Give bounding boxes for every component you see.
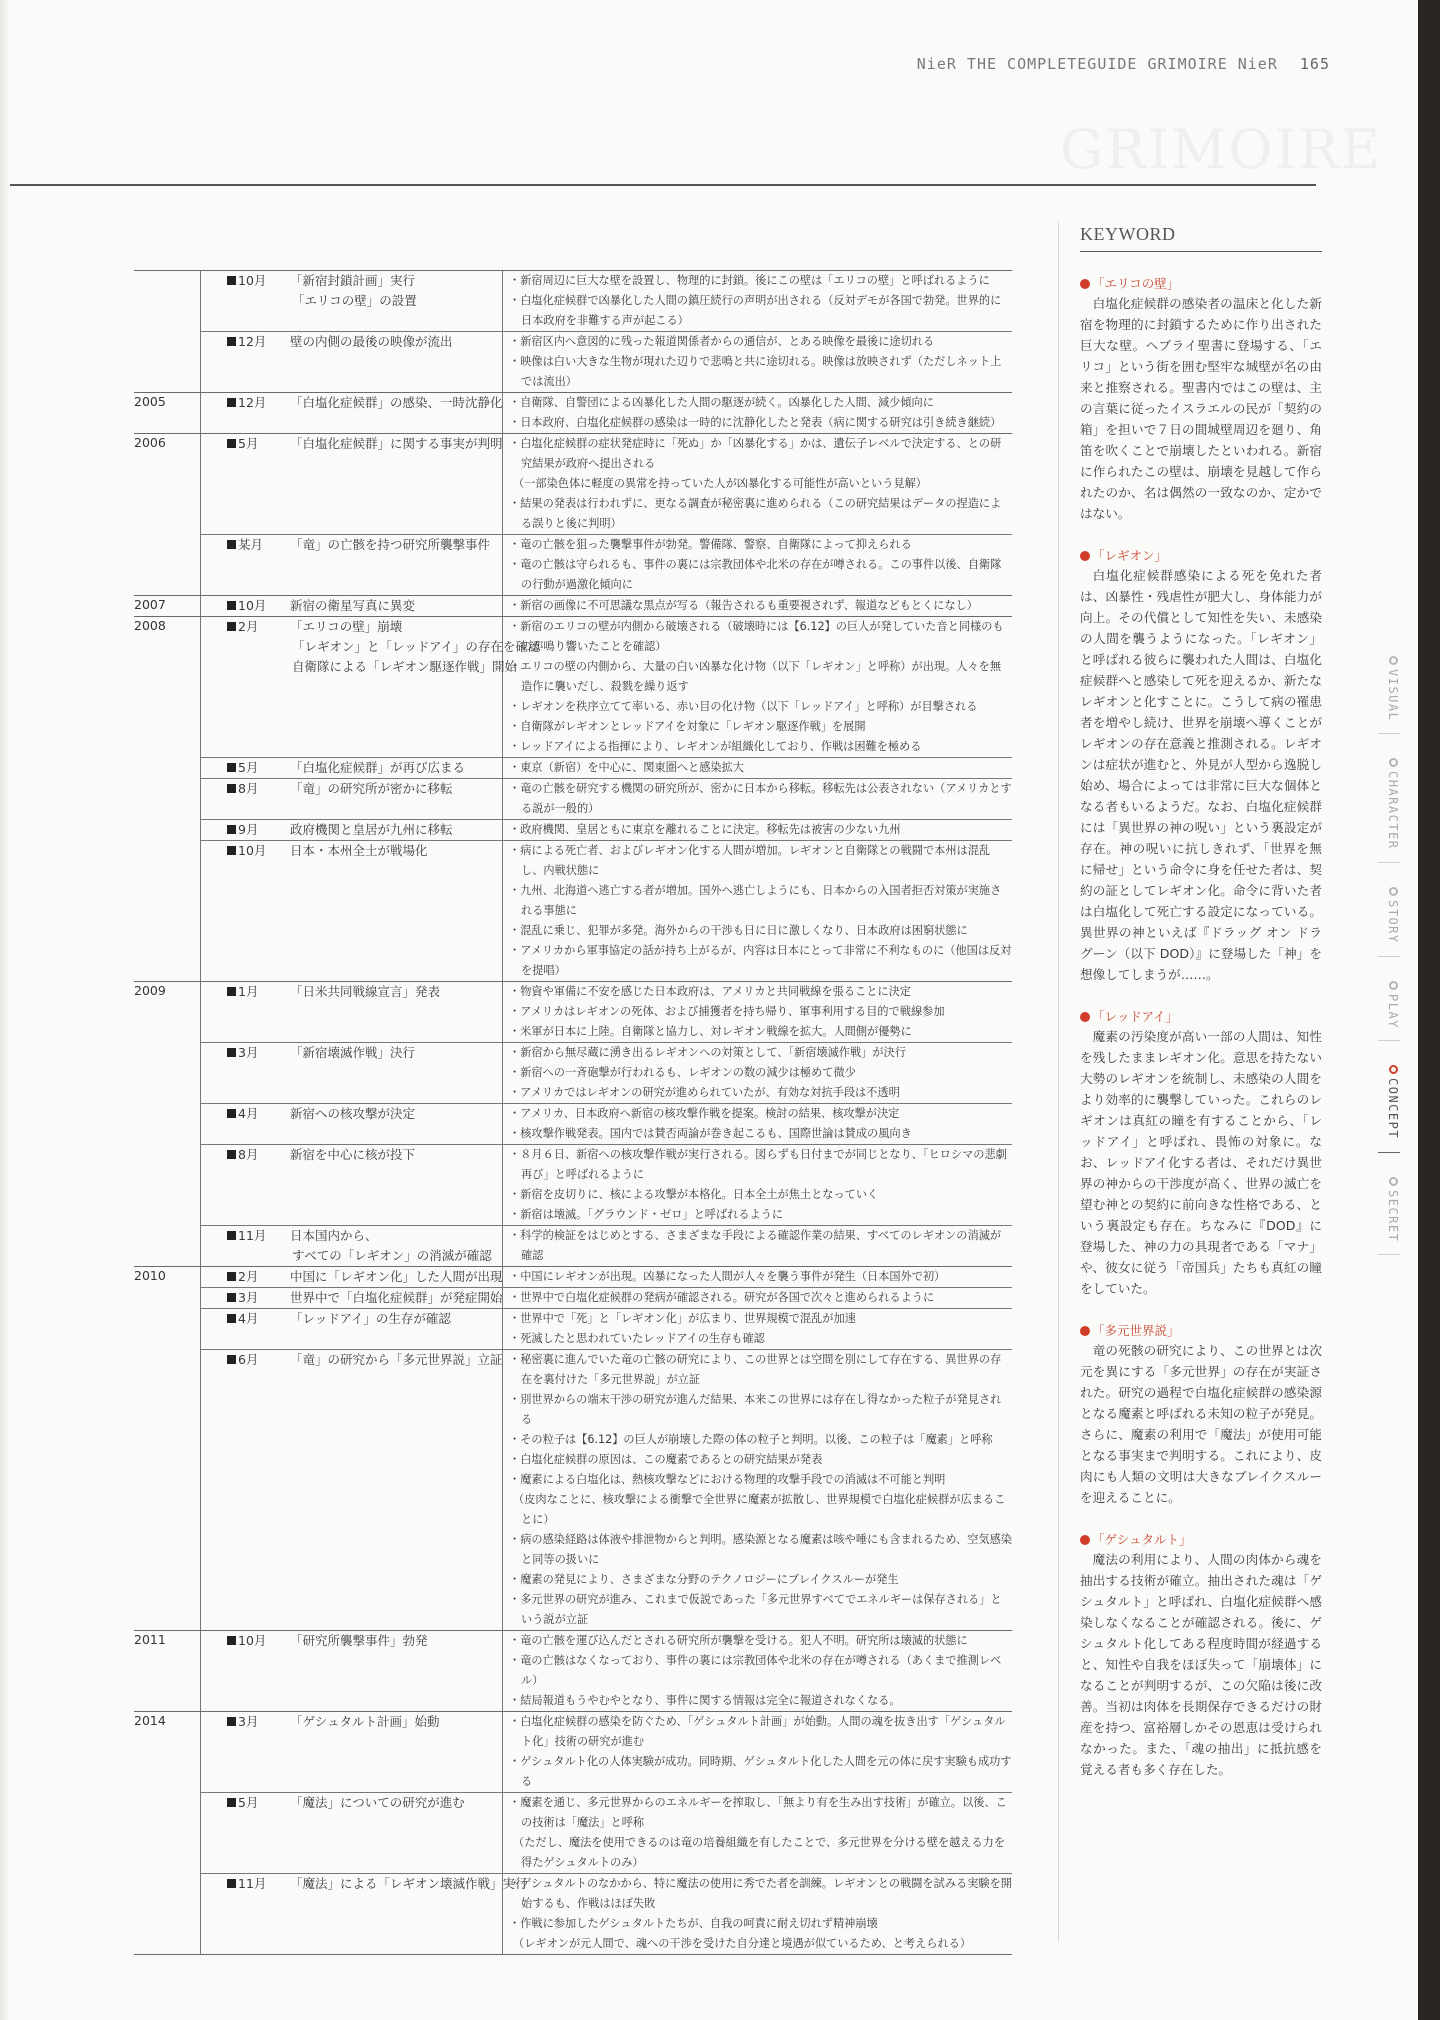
event-details xyxy=(503,982,1012,1042)
keyword-term: 「エリコの壁」 xyxy=(1092,276,1180,291)
event-title xyxy=(201,1350,503,1630)
event-title-line: 「エリコの壁」崩壊 xyxy=(290,619,403,634)
event-detail-item: ・ゲシュタルトのなかから、特に魔法の使用に秀でた者を訓練。レギオンとの戦闘を試みる実験を開始するも、作戦はほぼ失敗 xyxy=(509,1877,1012,1910)
timeline-event-row xyxy=(201,1349,1012,1630)
square-bullet-icon xyxy=(227,825,236,834)
event-detail-item: ・魔素による白塩化は、熱核攻撃などにおける物理的攻撃手段での消滅は不可能と判明 xyxy=(509,1473,946,1486)
keyword-term: 「レギオン」 xyxy=(1092,548,1168,563)
red-dot-bullet-icon xyxy=(1080,551,1090,561)
event-title-line: 「魔法」についての研究が進む xyxy=(290,1795,465,1810)
event-month: 11月 xyxy=(238,1228,267,1243)
event-title-line: 壁の内側の最後の映像が流出 xyxy=(290,334,453,349)
timeline-year-block xyxy=(134,392,1012,433)
year-label: 2010 xyxy=(134,1267,201,1630)
event-month: 4月 xyxy=(238,1106,259,1121)
event-details xyxy=(503,1793,1012,1873)
keyword-heading xyxy=(1080,546,1322,565)
event-detail-item: ・アメリカから軍事協定の話が持ち上がるが、内容は日本にとって非常に不利なものに（他国は反対を提唱） xyxy=(509,944,1012,977)
timeline-table xyxy=(134,270,1012,1955)
event-month: 5月 xyxy=(238,436,259,451)
event-title xyxy=(201,1288,503,1308)
event-detail-item: ・死滅したと思われていたレッドアイの生存も確認 xyxy=(509,1332,765,1345)
running-header xyxy=(880,55,1330,73)
index-tab-play[interactable] xyxy=(1378,975,1400,1042)
event-title-line: 新宿の衛星写真に異変 xyxy=(290,598,416,613)
event-detail-item: ・新宿のエリコの壁が内側から破壊される（破壊時には【6.12】の巨人が発していた音と同様のものが鳴り響いたことを確認） xyxy=(509,620,1004,653)
event-details xyxy=(503,779,1012,819)
event-month: 11月 xyxy=(238,1876,267,1891)
keyword-entry xyxy=(1080,1321,1322,1508)
event-details xyxy=(503,1043,1012,1103)
event-detail-item: ・竜の亡骸を運び込んだとされる研究所が襲撃を受ける。犯人不明。研究所は壊滅的状態に xyxy=(509,1634,968,1647)
timeline-event-row xyxy=(201,271,1012,331)
timeline-event-row xyxy=(201,596,1012,616)
event-detail-item: ・白塩化症候群の感染を防ぐため、「ゲシュタルト計画」が始動。人間の魂を抜き出す「ゲシュタルト化」技術の研究が進む xyxy=(509,1715,1006,1748)
event-title-line: 「竜」の研究所が密かに移転 xyxy=(290,781,453,796)
event-title xyxy=(201,332,503,392)
event-detail-item: ・映像は白い大きな生物が現れた辺りで悲鳴と共に途切れる。映像は放映されず（ただしネット上では流出） xyxy=(509,355,1002,388)
square-bullet-icon xyxy=(227,1879,236,1888)
event-month: 8月 xyxy=(238,1147,259,1162)
event-details xyxy=(503,596,1012,616)
event-details xyxy=(503,271,1012,331)
square-bullet-icon xyxy=(227,622,236,631)
timeline-event-row xyxy=(201,982,1012,1042)
event-detail-item: ・その粒子は【6.12】の巨人が崩壊した際の体の粒子と判明。以後、この粒子は「魔素」と呼称 xyxy=(509,1433,993,1446)
red-dot-bullet-icon xyxy=(1080,1535,1090,1545)
event-detail-item: ・新宿を皮切りに、核による攻撃が本格化。日本全土が焦土となっていく xyxy=(509,1188,879,1201)
event-details xyxy=(503,1104,1012,1144)
event-month: 某月 xyxy=(238,537,264,552)
ring-dot-icon xyxy=(1389,887,1398,896)
event-title-line: 「新宿壊滅作戦」決行 xyxy=(290,1045,416,1060)
square-bullet-icon xyxy=(227,1109,236,1118)
keyword-title: KEYWORD xyxy=(1080,224,1322,252)
event-detail-item: ・結局報道もうやむやとなり、事件に関する情報は完全に報道されなくなる。 xyxy=(509,1694,901,1707)
event-title xyxy=(201,1104,503,1144)
event-detail-item: ・新宿から無尽蔵に湧き出るレギオンへの対策として、「新宿壊滅作戦」が決行 xyxy=(509,1046,906,1059)
index-tab-secret[interactable] xyxy=(1378,1171,1400,1255)
event-month: 9月 xyxy=(238,822,259,837)
event-month: 8月 xyxy=(238,781,259,796)
event-month: 6月 xyxy=(238,1352,259,1367)
square-bullet-icon xyxy=(227,398,236,407)
event-details xyxy=(503,332,1012,392)
event-detail-item: ・世界中で白塩化症候群の発病が確認される。研究が各国で次々と進められるように xyxy=(509,1291,935,1304)
square-bullet-icon xyxy=(227,439,236,448)
square-bullet-icon xyxy=(227,784,236,793)
year-label xyxy=(134,271,201,392)
keyword-term: 「ゲシュタルト」 xyxy=(1092,1532,1192,1547)
red-dot-bullet-icon xyxy=(1080,1326,1090,1336)
event-detail-item: ・竜の亡骸は守られるも、事件の裏には宗教団体や北米の存在が噂される。この事件以後、自衛隊の行動が過激化傾向に xyxy=(509,558,1002,591)
event-title xyxy=(201,758,503,778)
event-title xyxy=(201,1145,503,1225)
event-month: 12月 xyxy=(238,395,267,410)
event-title-line: すべての「レギオン」の消滅が確認 xyxy=(292,1248,492,1263)
event-title xyxy=(201,1043,503,1103)
page-gutter xyxy=(0,0,10,2020)
year-label: 2009 xyxy=(134,982,201,1266)
event-detail-item: ・竜の亡骸を研究する機関の研究所が、密かに日本から移転。移転先は公表されない（アメリカとする説が一般的） xyxy=(509,782,1012,815)
event-detail-item: ・魔素を通じ、多元世界からのエネルギーを搾取し、「無より有を生み出す技術」が確立。以後、この技術は「魔法」と呼称 xyxy=(509,1796,1007,1829)
event-details xyxy=(503,820,1012,840)
event-title-line: 新宿への核攻撃が決定 xyxy=(290,1106,416,1121)
event-detail-item: ・混乱に乗じ、犯罪が多発。海外からの干渉も日に日に激しくなり、日本政府は困窮状態に xyxy=(509,924,968,937)
event-month: 4月 xyxy=(238,1311,259,1326)
event-detail-item: ・レッドアイによる指揮により、レギオンが組織化しており、作戦は困難を極める xyxy=(509,740,922,753)
event-title xyxy=(201,820,503,840)
keyword-term: 「多元世界説」 xyxy=(1092,1323,1180,1338)
square-bullet-icon xyxy=(227,540,236,549)
event-month: 3月 xyxy=(238,1045,259,1060)
ring-dot-icon xyxy=(1389,1177,1398,1186)
red-dot-bullet-icon xyxy=(1080,1012,1090,1022)
event-detail-item: ・白塩化症候群で凶暴化した人間の鎮圧続行の声明が出される（反対デモが各国で勃発。世界的に日本政府を非難する声が起こる） xyxy=(509,294,1002,327)
running-title: NieR THE COMPLETEGUIDE GRIMOIRE NieR xyxy=(916,55,1278,73)
index-tab-label: PLAY xyxy=(1386,993,1400,1029)
event-detail-item: ・作戦に参加したゲシュタルトたちが、自我の呵責に耐え切れず精神崩壊 xyxy=(509,1917,878,1930)
event-title xyxy=(201,1712,503,1792)
event-month: 12月 xyxy=(238,334,267,349)
event-title xyxy=(201,393,503,433)
square-bullet-icon xyxy=(227,1355,236,1364)
timeline-event-row xyxy=(201,1631,1012,1711)
event-detail-item: ・九州、北海道へ逃亡する者が増加。国外へ逃亡しようにも、日本からの入国者拒否対策が実施される事態に xyxy=(509,884,1002,917)
square-bullet-icon xyxy=(227,1272,236,1281)
keyword-description: 白塩化症候群の感染者の温床と化した新宿を物理的に封鎖するために作り出された巨大な壁。ヘブライ聖書に登場する、「エリコ」という街を囲む堅牢な城壁が名の由来と推察される。聖書内ではこの壁は、主の言葉に従ったイスラエルの民が「契約の箱」を担いで７日の間城壁周辺を廻り、角笛を吹くことで崩壊したといわれる。新宿に作られたこの壁は、崩壊を見越して作られたのか、名は偶然の一致なのか、定かではない。 xyxy=(1080,296,1322,521)
year-label: 2006 xyxy=(134,434,201,595)
timeline-event-row xyxy=(201,1308,1012,1349)
event-title xyxy=(201,535,503,595)
timeline-event-row xyxy=(201,1287,1012,1308)
event-detail-item: （レギオンが元人間で、魂への干渉を受けた自分達と境遇が似ているため、と考えられる） xyxy=(513,1937,972,1950)
event-detail-item: （ただし、魔法を使用できるのは竜の培養組織を有したことで、多元世界を分ける壁を越える力を得たゲシュタルトのみ） xyxy=(513,1836,1006,1869)
keyword-entry xyxy=(1080,546,1322,985)
event-detail-item: ・科学的検証をはじめとする、さまざまな手段による確認作業の結果、すべてのレギオンの消滅が確認 xyxy=(509,1229,1002,1262)
year-label: 2014 xyxy=(134,1712,201,1954)
timeline-year-block xyxy=(134,1266,1012,1630)
timeline-event-row xyxy=(201,331,1012,392)
event-title-line: 日本・本州全土が戦場化 xyxy=(290,843,428,858)
event-detail-item: ・白塩化症候群の症状発症時に「死ぬ」か「凶暴化する」かは、遺伝子レベルで決定する、との研究結果が政府へ提出される xyxy=(509,437,1002,470)
event-detail-item: ・病の感染経路は体液や排泄物からと判明。感染源となる魔素は咳や唾にも含まれるため、空気感染と同等の扱いに xyxy=(509,1533,1012,1566)
timeline-event-row xyxy=(201,1267,1012,1287)
timeline-event-row xyxy=(201,1712,1012,1792)
event-details xyxy=(503,617,1012,757)
event-detail-item: ・魔素の発見により、さまざまな分野のテクノロジーにブレイクスルーが発生 xyxy=(509,1573,899,1586)
keyword-description: 魔法の利用により、人間の肉体から魂を抽出する技術が確立。抽出された魂は「ゲシュタルト」と呼ばれ、白塩化症候群へ感染しなくなることが確認される。後に、ゲシュタルト化してある程度時間が経過すると、知性や自我をほぼ失って「崩壊体」になることが判明するが、この欠陥は後に改善。当初は肉体を長期保存できるだけの財産を持つ、富裕層しかその恩恵は受けられなかった。また、「魂の抽出」に抵抗感を覚える者も多く存在した。 xyxy=(1080,1552,1322,1777)
square-bullet-icon xyxy=(227,1636,236,1645)
keyword-entry xyxy=(1080,1530,1322,1780)
event-details xyxy=(503,535,1012,595)
event-title xyxy=(201,596,503,616)
event-title xyxy=(201,271,503,331)
keyword-heading xyxy=(1080,274,1322,293)
event-title-line: 「新宿封鎖計画」実行 xyxy=(290,273,416,288)
ring-dot-icon xyxy=(1389,1065,1398,1074)
event-month: 3月 xyxy=(238,1290,259,1305)
event-title xyxy=(201,434,503,534)
timeline-year-block xyxy=(134,595,1012,616)
event-detail-item: ・竜の亡骸はなくなっており、事件の裏には宗教団体や北米の存在が噂される（あくまで推測レベル） xyxy=(509,1654,1002,1687)
event-detail-item: ・別世界からの端末干渉の研究が進んだ結果、本来この世界には存在し得なかった粒子が発見される xyxy=(509,1393,1002,1426)
timeline-event-row xyxy=(201,1225,1012,1266)
keyword-description: 魔素の汚染度が高い一部の人間は、知性を残したままレギオン化。意思を持たない大勢のレギオンを統制し、未感染の人間をより効率的に襲撃していった。これらのレギオンは真紅の瞳を有することから、「レッドアイ」と呼ばれ、畏怖の対象に。なお、レッドアイ化する者は、それだけ異世界の神からの干渉度が高く、世界の滅亡を望む神との契約に前向きな性格である、という裏設定も存在。ちなみに『DOD』に登場した、神の力の具現者である「マナ」や、彼女に従う「帝国兵」たちも真紅の瞳をしていた。 xyxy=(1080,1029,1322,1296)
event-month: 10月 xyxy=(238,843,267,858)
event-detail-item: ・自衛隊、自警団による凶暴化した人間の駆逐が続く。凶暴化した人間、減少傾向に xyxy=(509,396,934,409)
event-details xyxy=(503,841,1012,981)
event-title-line: 「竜」の亡骸を持つ研究所襲撃事件 xyxy=(290,537,491,552)
event-detail-item: ・新宿の画像に不可思議な黒点が写る（報告されるも重要視されず、報道などもとくになし） xyxy=(509,599,978,612)
event-detail-item: （一部染色体に軽度の異常を持っていた人が凶暴化する可能性が高いという見解） xyxy=(513,477,927,490)
timeline-event-row xyxy=(201,393,1012,433)
grimoire-watermark-logo: GRIMOIRE xyxy=(1060,118,1383,181)
section-index-tabs xyxy=(1378,650,1408,1273)
keyword-sidebar xyxy=(1080,224,1322,1780)
square-bullet-icon xyxy=(227,1231,236,1240)
year-label: 2007 xyxy=(134,596,201,616)
event-detail-item: ・中国にレギオンが出現。凶暴になった人間が人々を襲う事件が発生（日本国外で初） xyxy=(509,1270,946,1283)
index-tab-label: VISUAL xyxy=(1386,669,1400,722)
event-detail-item: ・政府機関、皇居ともに東京を離れることに決定。移転先は被害の少ない九州 xyxy=(509,823,901,836)
event-detail-item: ・多元世界の研究が進み、これまで仮説であった「多元世界すべてでエネルギーは保存される」という説が立証 xyxy=(509,1593,1002,1626)
index-tab-visual[interactable] xyxy=(1378,650,1400,734)
event-title xyxy=(201,982,503,1042)
square-bullet-icon xyxy=(227,1717,236,1726)
event-details xyxy=(503,1267,1012,1287)
index-tab-label: CHARACTER xyxy=(1386,771,1400,850)
timeline-event-row xyxy=(201,840,1012,981)
event-title-line: 自衛隊による「レギオン駆逐作戦」開始 xyxy=(292,659,518,674)
event-detail-item: ・世界中で「死」と「レギオン化」が広まり、世界規模で混乱が加速 xyxy=(509,1312,856,1325)
event-details xyxy=(503,393,1012,433)
square-bullet-icon xyxy=(227,987,236,996)
timeline-event-row xyxy=(201,757,1012,778)
index-tab-label: CONCEPT xyxy=(1386,1078,1400,1140)
event-title xyxy=(201,1267,503,1287)
timeline-year-block xyxy=(134,981,1012,1266)
square-bullet-icon xyxy=(227,337,236,346)
event-month: 10月 xyxy=(238,273,267,288)
event-detail-item: ・新宿周辺に巨大な壁を設置し、物理的に封鎖。後にこの壁は「エリコの壁」と呼ばれるように xyxy=(509,274,990,287)
event-month: 1月 xyxy=(238,984,259,999)
keyword-entry xyxy=(1080,1007,1322,1299)
event-month: 10月 xyxy=(238,598,267,613)
square-bullet-icon xyxy=(227,601,236,610)
ring-dot-icon xyxy=(1389,656,1398,665)
timeline-year-block xyxy=(134,270,1012,392)
event-detail-item: ・竜の亡骸を狙った襲撃事件が勃発。警備隊、警察、自衛隊によって抑えられる xyxy=(509,538,912,551)
timeline-event-row xyxy=(201,778,1012,819)
event-detail-item: ・新宿への一斉砲撃が行われるも、レギオンの数の減少は極めて微少 xyxy=(509,1066,856,1079)
timeline-event-row xyxy=(201,1042,1012,1103)
event-details xyxy=(503,758,1012,778)
event-details xyxy=(503,1874,1012,1954)
timeline-year-block xyxy=(134,1630,1012,1711)
event-title-line: 「竜」の研究から「多元世界説」立証 xyxy=(290,1352,503,1367)
event-detail-item: ・秘密裏に進んでいた竜の亡骸の研究により、この世界とは空間を別にして存在する、異世界の存在を裏付けた「多元世界説」が立証 xyxy=(509,1353,1002,1386)
event-month: 2月 xyxy=(238,1269,259,1284)
event-title xyxy=(201,617,541,757)
event-title-line: 「日米共同戦線宣言」発表 xyxy=(290,984,441,999)
event-title-line: 「魔法」による「レギオン壊滅作戦」実行 xyxy=(290,1876,528,1891)
sidebar-divider xyxy=(1058,222,1059,1942)
ring-dot-icon xyxy=(1389,758,1398,767)
timeline-event-row xyxy=(201,1873,1012,1954)
timeline-event-row xyxy=(201,1103,1012,1144)
timeline-year-block xyxy=(134,433,1012,595)
event-detail-item: （皮肉なことに、核攻撃による衝撃で全世界に魔素が拡散し、世界規模で白塩化症候群が広まることに） xyxy=(513,1493,1006,1526)
red-dot-bullet-icon xyxy=(1080,279,1090,289)
event-detail-item: ・結果の発表は行われずに、更なる調査が秘密裏に進められる（この研究結果はデータの捏造による誤りと後に判明） xyxy=(509,497,1002,530)
timeline-year-block xyxy=(134,1711,1012,1954)
event-detail-item: ・病による死亡者、およびレギオン化する人間が増加。レギオンと自衛隊との戦闘で本州は混乱し、内戦状態に xyxy=(509,844,991,877)
event-title-line: 「研究所襲撃事件」勃発 xyxy=(290,1633,428,1648)
keyword-term: 「レッドアイ」 xyxy=(1092,1009,1178,1024)
event-title xyxy=(201,1631,503,1711)
event-detail-item: ・アメリカではレギオンの研究が進められていたが、有効な対抗手段は不透明 xyxy=(509,1086,900,1099)
event-title-line: 新宿を中心に核が投下 xyxy=(290,1147,416,1162)
event-detail-item: ・新宿は壊滅。「グラウンド・ゼロ」と呼ばれるように xyxy=(509,1208,784,1221)
index-tab-character[interactable] xyxy=(1378,752,1400,863)
event-month: 10月 xyxy=(238,1633,267,1648)
event-detail-item: ・物資や軍備に不安を感じた日本政府は、アメリカと共同戦線を張ることに決定 xyxy=(509,985,911,998)
keyword-description: 白塩化症候群感染による死を免れた者は、凶暴性・残虐性が肥大し、身体能力が向上。その代償として知性を失い、未感染の人間を襲うようになった。「レギオン」と呼ばれる彼らに襲われた人間は、白塩化症候群へと感染して死を迎えるか、新たなレギオンと化すことに。こうして病の罹患者を増やし続け、世界を崩壊へ導くことがレギオンの存在意義と推測される。レギオンは症状が進むと、外見が人型から逸脱し始め、場合によっては非常に巨大な個体となる者もいるようだ。なお、白塩化症候群には「異世界の神の呪い」という裏設定が存在。神の呪いに抗しきれず、「世界を無に帰せ」という命令に身を任せた者は、契約の証としてレギオン化。命令に背いた者は白塩化して死亡する設定になっている。異世界の神といえば『ドラッグ オン ドラグーン（以下 DOD）』に登場した「神」を想像してしまうが……。 xyxy=(1080,568,1322,982)
event-month: 5月 xyxy=(238,1795,259,1810)
keyword-description: 竜の死骸の研究により、この世界とは次元を異にする「多元世界」の存在が実証された。研究の過程で白塩化症候群の感染源となる魔素と呼ばれる未知の粒子が発見。さらに、魔素の利用で「魔法」が使用可能となる事実まで判明する。これにより、皮肉にも人類の文明は大きなブレイクスルーを迎えることに。 xyxy=(1080,1343,1322,1505)
timeline-event-row xyxy=(201,819,1012,840)
timeline-event-row xyxy=(201,617,1012,757)
page-number: 165 xyxy=(1299,55,1330,73)
timeline-event-row xyxy=(201,1144,1012,1225)
event-detail-item: ・核攻撃作戦発表。国内では賛否両論が巻き起こるも、国際世論は賛成の風向き xyxy=(509,1127,912,1140)
keyword-entry xyxy=(1080,274,1322,524)
event-title-line: 中国に「レギオン化」した人間が出現 xyxy=(290,1269,503,1284)
event-title-line: 「白塩化症候群」が再び広まる xyxy=(290,760,466,775)
ring-dot-icon xyxy=(1389,981,1398,990)
index-tab-story[interactable] xyxy=(1378,881,1400,957)
event-details xyxy=(503,1309,1012,1349)
square-bullet-icon xyxy=(227,1798,236,1807)
event-title xyxy=(201,1226,503,1266)
event-details xyxy=(503,1145,1012,1225)
header-rule xyxy=(10,184,1316,186)
event-detail-item: ・日本政府、白塩化症候群の感染は一時的に沈静化したと発表（病に関する研究は引き続き継続） xyxy=(509,416,1002,429)
event-details xyxy=(503,1226,1012,1266)
event-title-line: 政府機関と皇居が九州に移転 xyxy=(290,822,453,837)
event-title-line: 「白塩化症候群」の感染、一時沈静化 xyxy=(290,395,503,410)
event-detail-item: ・ゲシュタルト化の人体実験が成功。同時期、ゲシュタルト化した人間を元の体に戻す実験も成功する xyxy=(509,1755,1012,1788)
event-title-line: 「ゲシュタルト計画」始動 xyxy=(290,1714,440,1729)
book-spine-edge xyxy=(1418,0,1440,2020)
timeline-event-row xyxy=(201,434,1012,534)
event-detail-item: ・アメリカ、日本政府へ新宿の核攻撃作戦を提案。検討の結果、核攻撃が決定 xyxy=(509,1107,900,1120)
square-bullet-icon xyxy=(227,1314,236,1323)
event-title xyxy=(201,779,503,819)
square-bullet-icon xyxy=(227,1048,236,1057)
year-label: 2005 xyxy=(134,393,201,433)
square-bullet-icon xyxy=(227,276,236,285)
event-details xyxy=(503,1350,1012,1630)
event-detail-item: ・白塩化症候群の原因は、この魔素であるとの研究結果が発表 xyxy=(509,1453,823,1466)
event-detail-item: ・８月６日、新宿への核攻撃作戦が実行される。図らずも日付までが同じとなり、「ヒロシマの悲劇再び」と呼ばれるように xyxy=(509,1148,1007,1181)
event-details xyxy=(503,1631,1012,1711)
event-detail-item: ・エリコの壁の内側から、大量の白い凶暴な化け物（以下「レギオン」と呼称）が出現。人々を無造作に襲いだし、殺戮を繰り返す xyxy=(509,660,1002,693)
square-bullet-icon xyxy=(227,1293,236,1302)
event-detail-item: ・米軍が日本に上陸。自衛隊と協力し、対レギオン戦線を拡大。人間側が優勢に xyxy=(509,1025,912,1038)
square-bullet-icon xyxy=(227,846,236,855)
event-detail-item: ・アメリカはレギオンの死体、および捕獲者を持ち帰り、軍事利用する目的で戦線参加 xyxy=(509,1005,945,1018)
timeline-year-block xyxy=(134,616,1012,981)
event-title xyxy=(201,1309,503,1349)
event-title-line: 日本国内から、 xyxy=(290,1228,378,1243)
event-details xyxy=(503,434,1012,534)
index-tab-concept[interactable] xyxy=(1378,1059,1400,1152)
keyword-heading xyxy=(1080,1321,1322,1340)
event-detail-item: ・自衛隊がレギオンとレッドアイを対象に「レギオン駆逐作戦」を展開 xyxy=(509,720,866,733)
event-title-line: 「白塩化症候群」に関する事実が判明 xyxy=(290,436,503,451)
keyword-heading xyxy=(1080,1530,1322,1549)
timeline-event-row xyxy=(201,1792,1012,1873)
index-tab-label: SECRET xyxy=(1386,1189,1400,1242)
event-detail-item: ・新宿区内へ意図的に残った報道関係者からの通信が、とある映像を最後に途切れる xyxy=(509,335,935,348)
event-detail-item: ・東京（新宿）を中心に、関東圏へと感染拡大 xyxy=(509,761,744,774)
event-title-line: 「レギオン」と「レッドアイ」の存在を確認 xyxy=(292,639,541,654)
event-title-line: 「レッドアイ」の生存が確認 xyxy=(290,1311,451,1326)
event-title-line: 世界中で「白塩化症候群」が発症開始 xyxy=(290,1290,503,1305)
index-tab-label: STORY xyxy=(1386,899,1400,944)
keyword-heading xyxy=(1080,1007,1322,1026)
square-bullet-icon xyxy=(227,763,236,772)
square-bullet-icon xyxy=(227,1150,236,1159)
timeline-event-row xyxy=(201,534,1012,595)
event-title xyxy=(201,1793,503,1873)
table-bottom-rule xyxy=(134,1954,1012,1955)
year-label: 2011 xyxy=(134,1631,201,1711)
event-month: 2月 xyxy=(238,619,259,634)
event-title-line: 「エリコの壁」の設置 xyxy=(292,293,417,308)
event-detail-item: ・レギオンを秩序立てて率いる、赤い目の化け物（以下「レッドアイ」と呼称）が目撃される xyxy=(509,700,978,713)
year-label: 2008 xyxy=(134,617,201,981)
event-title xyxy=(201,841,503,981)
event-details xyxy=(503,1712,1012,1792)
event-month: 3月 xyxy=(238,1714,259,1729)
event-title xyxy=(201,1874,528,1954)
event-details xyxy=(503,1288,1012,1308)
event-month: 5月 xyxy=(238,760,259,775)
